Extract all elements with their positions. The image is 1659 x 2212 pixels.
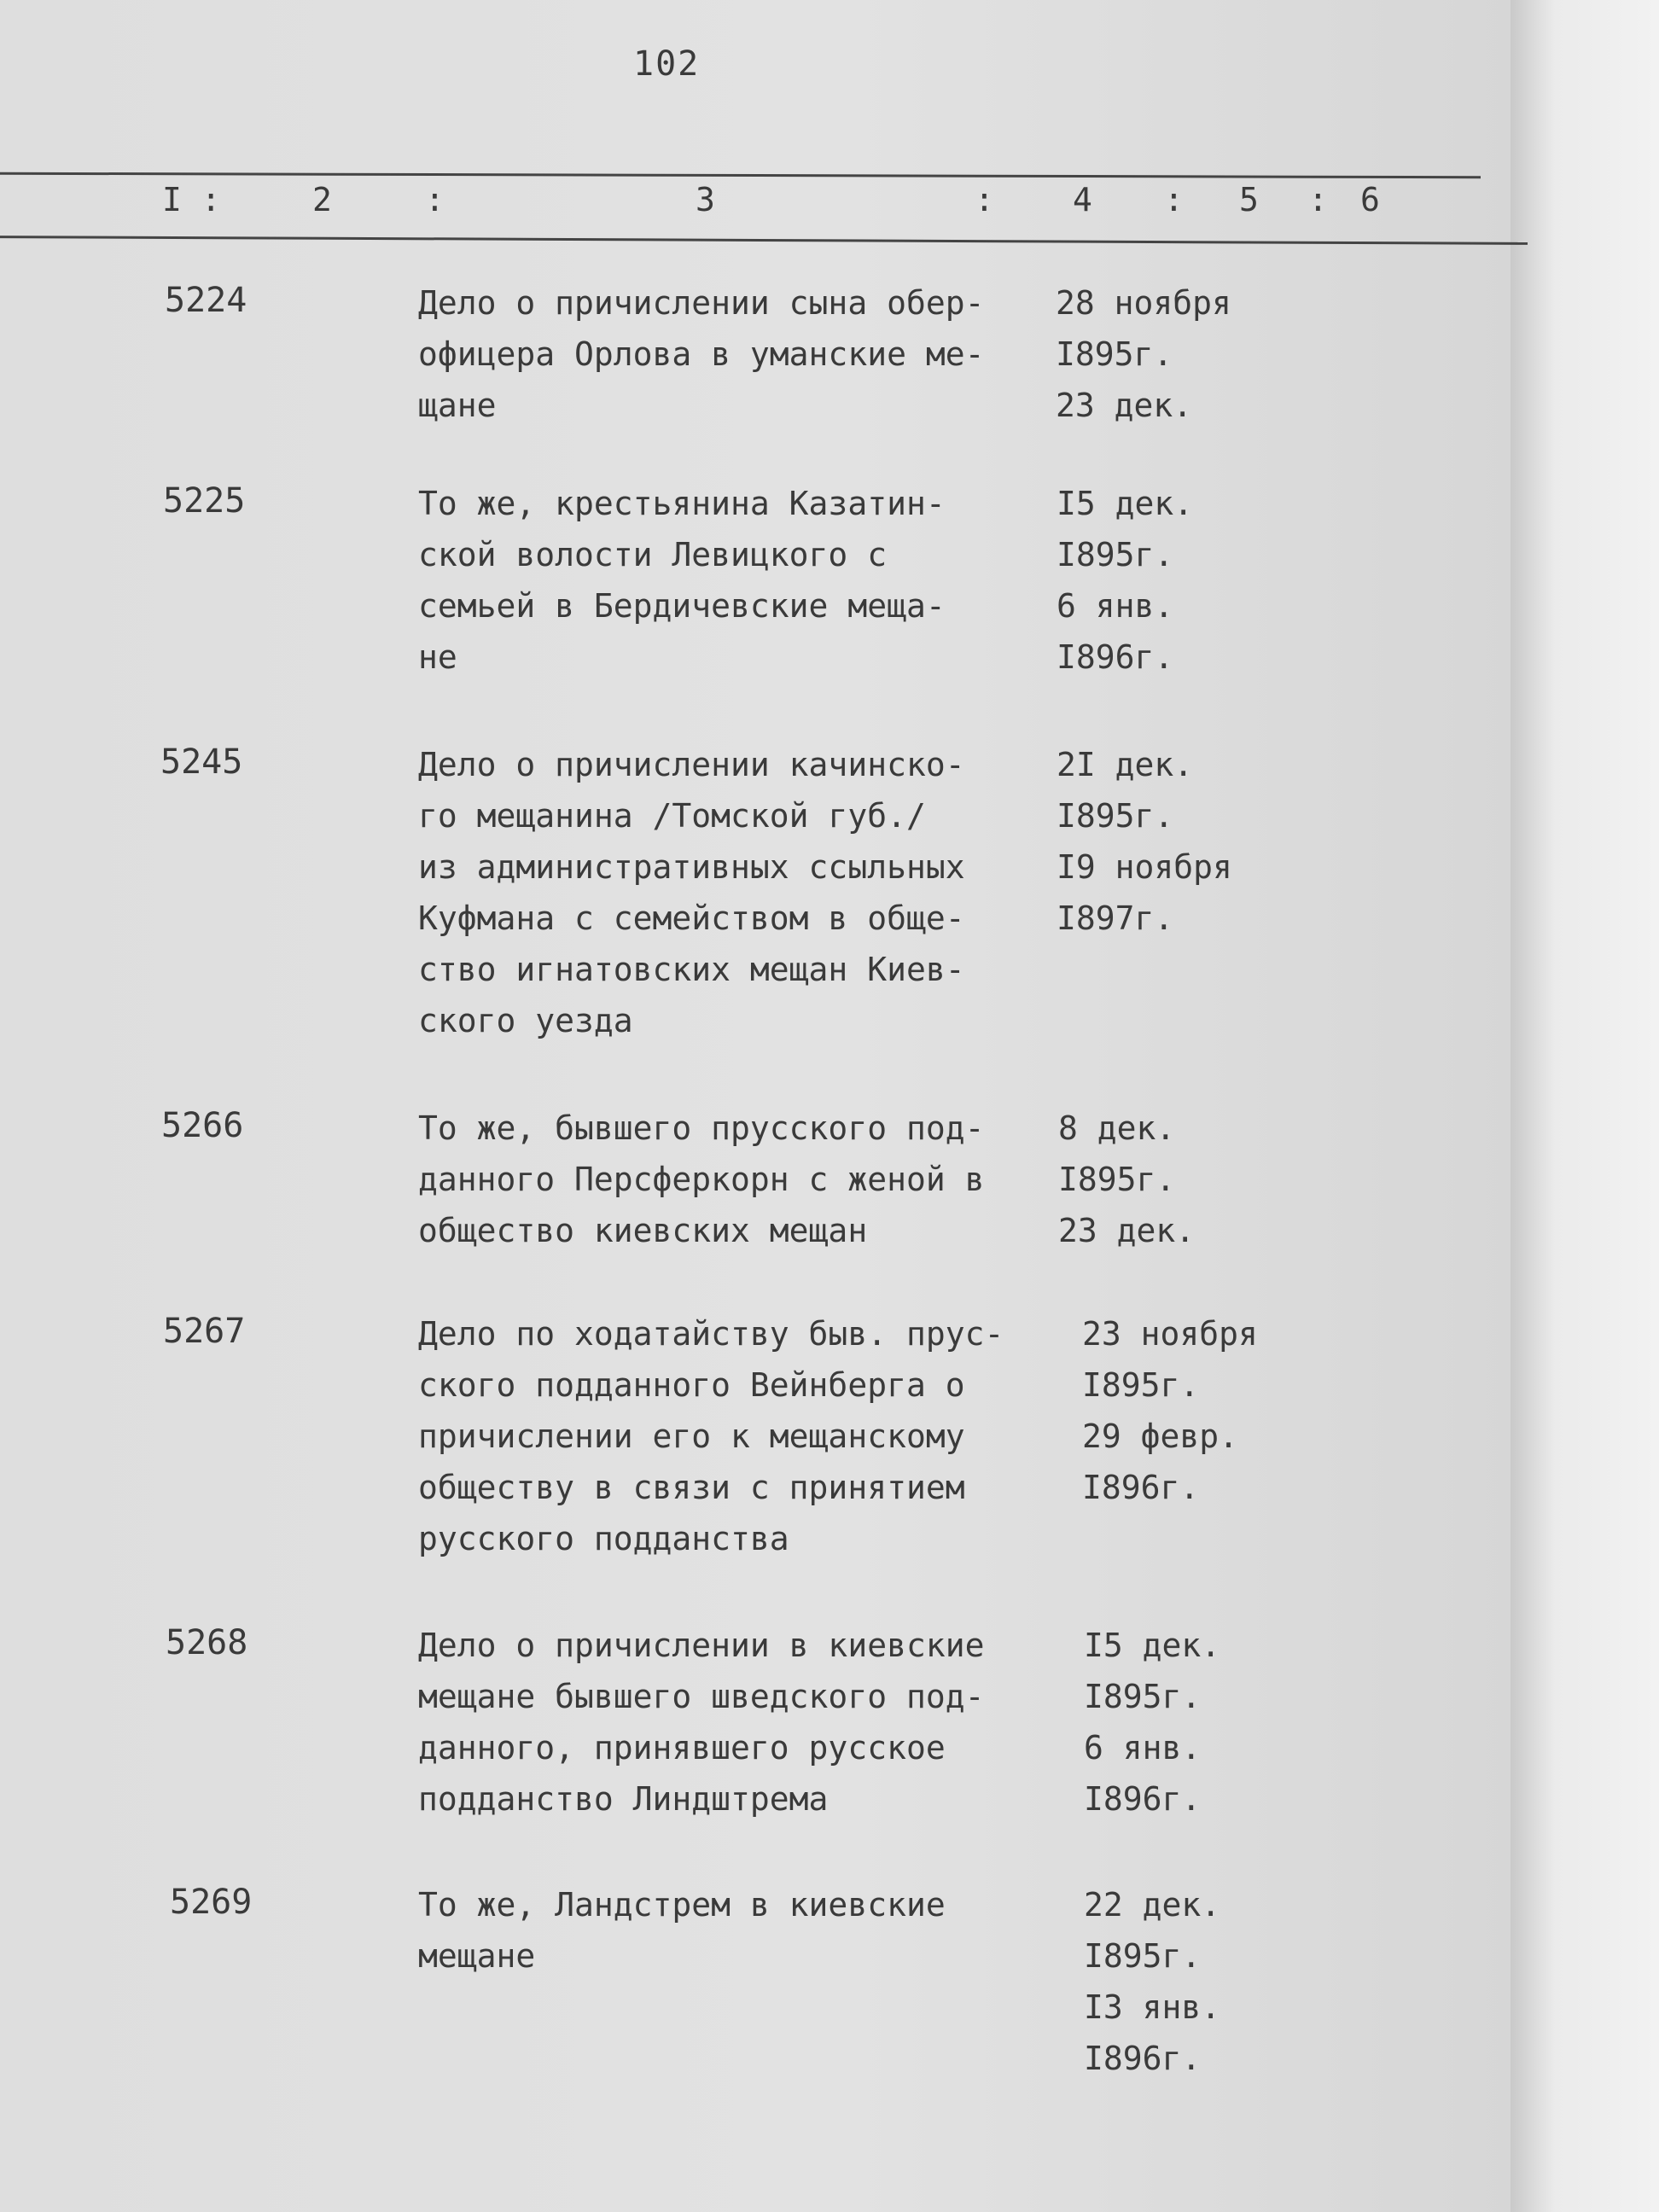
- description-line: Дело по ходатайству быв. прус-: [418, 1315, 1004, 1353]
- column-header-2: 2: [312, 181, 332, 218]
- date-line: I896г.: [1084, 1780, 1202, 1818]
- description-line: семьей в Бердичевские меща-: [418, 587, 946, 625]
- description-line: Дело о причислении качинско-: [418, 746, 965, 783]
- date-line: I895г.: [1084, 1937, 1202, 1975]
- record-dates: [1082, 1308, 1258, 1513]
- record-number: 5269: [170, 1883, 253, 1922]
- date-line: 28 ноября: [1056, 284, 1231, 322]
- description-line: причислении его к мещанскому: [418, 1417, 965, 1455]
- date-line: I5 дек.: [1084, 1627, 1221, 1664]
- date-line: 23 дек.: [1058, 1212, 1196, 1249]
- record-description: [418, 1103, 1067, 1256]
- description-line: русского подданства: [418, 1520, 789, 1557]
- date-line: I897г.: [1057, 899, 1174, 937]
- date-line: 22 дек.: [1084, 1886, 1221, 1924]
- record-dates: [1058, 1103, 1195, 1256]
- record-dates: [1084, 1879, 1220, 2084]
- description-line: ство игнатовских мещан Киев-: [418, 951, 965, 988]
- column-separator: :: [425, 181, 445, 218]
- description-line: ской волости Левицкого с: [418, 536, 888, 573]
- date-line: 2I дек.: [1057, 746, 1194, 783]
- description-line: ского уезда: [418, 1002, 633, 1039]
- page-number: 102: [633, 44, 701, 84]
- description-line: не: [418, 638, 457, 676]
- description-line: щане: [418, 387, 497, 424]
- record-dates: [1056, 277, 1231, 431]
- description-line: ского подданного Вейнберга о: [418, 1366, 965, 1404]
- description-line: То же, бывшего прусского под-: [418, 1109, 985, 1147]
- date-line: 8 дек.: [1058, 1109, 1176, 1147]
- column-header-3: 3: [696, 181, 715, 218]
- record-dates: [1057, 478, 1193, 683]
- description-line: данного Персферкорн с женой в: [418, 1161, 985, 1198]
- record-number: 5245: [160, 742, 243, 782]
- description-line: подданство Линдштрема: [418, 1780, 829, 1818]
- date-line: 23 ноября: [1082, 1315, 1258, 1353]
- record-number: 5266: [161, 1106, 244, 1145]
- description-line: обществу в связи с принятием: [418, 1469, 965, 1506]
- record-number: 5225: [163, 481, 246, 521]
- description-line: мещане бывшего шведского под-: [418, 1678, 985, 1715]
- column-separator: :: [975, 181, 994, 218]
- date-line: 29 февр.: [1082, 1417, 1239, 1455]
- description-line: данного, принявшего русское: [418, 1729, 946, 1767]
- record-description: [418, 1879, 1067, 1982]
- column-header-5: 5: [1239, 181, 1259, 218]
- record-description: [418, 277, 1067, 431]
- date-line: I896г.: [1057, 638, 1174, 676]
- description-line: из административных ссыльных: [418, 848, 965, 886]
- record-number: 5224: [165, 281, 247, 320]
- page-edge: [1511, 0, 1659, 2212]
- date-line: I895г.: [1058, 1161, 1176, 1198]
- record-description: [418, 1620, 1067, 1825]
- column-separator: :: [1308, 181, 1328, 218]
- record-dates: [1084, 1620, 1220, 1825]
- date-line: I895г.: [1082, 1366, 1200, 1404]
- record-description: [418, 739, 1067, 1046]
- record-description: [418, 478, 1067, 683]
- column-separator: :: [1164, 181, 1184, 218]
- column-header-6: 6: [1360, 181, 1380, 218]
- description-line: мещане: [418, 1937, 536, 1975]
- date-line: I895г.: [1084, 1678, 1202, 1715]
- date-line: 6 янв.: [1057, 587, 1174, 625]
- record-dates: [1057, 739, 1232, 944]
- description-line: Дело о причислении в киевские: [418, 1627, 985, 1664]
- description-line: Дело о причислении сына обер-: [418, 284, 985, 322]
- description-line: го мещанина /Томской губ./: [418, 797, 926, 835]
- date-line: I895г.: [1057, 797, 1174, 835]
- record-number: 5267: [163, 1312, 246, 1351]
- description-line: То же, крестьянина Казатин-: [418, 485, 946, 522]
- date-line: I896г.: [1082, 1469, 1200, 1506]
- date-line: I3 янв.: [1084, 1988, 1221, 2026]
- record-description: [418, 1308, 1067, 1564]
- date-line: I895г.: [1057, 536, 1174, 573]
- column-header-1: I :: [162, 181, 221, 218]
- date-line: I9 ноября: [1057, 848, 1232, 886]
- description-line: То же, Ландстрем в киевские: [418, 1886, 946, 1924]
- date-line: I896г.: [1084, 2040, 1202, 2077]
- date-line: I5 дек.: [1057, 485, 1194, 522]
- column-header-4: 4: [1073, 181, 1092, 218]
- record-number: 5268: [166, 1623, 248, 1662]
- description-line: Куфмана с семейством в обще-: [418, 899, 965, 937]
- description-line: общество киевских мещан: [418, 1212, 868, 1249]
- date-line: 6 янв.: [1084, 1729, 1202, 1767]
- date-line: 23 дек.: [1056, 387, 1193, 424]
- description-line: офицера Орлова в уманские ме-: [418, 335, 985, 373]
- date-line: I895г.: [1056, 335, 1173, 373]
